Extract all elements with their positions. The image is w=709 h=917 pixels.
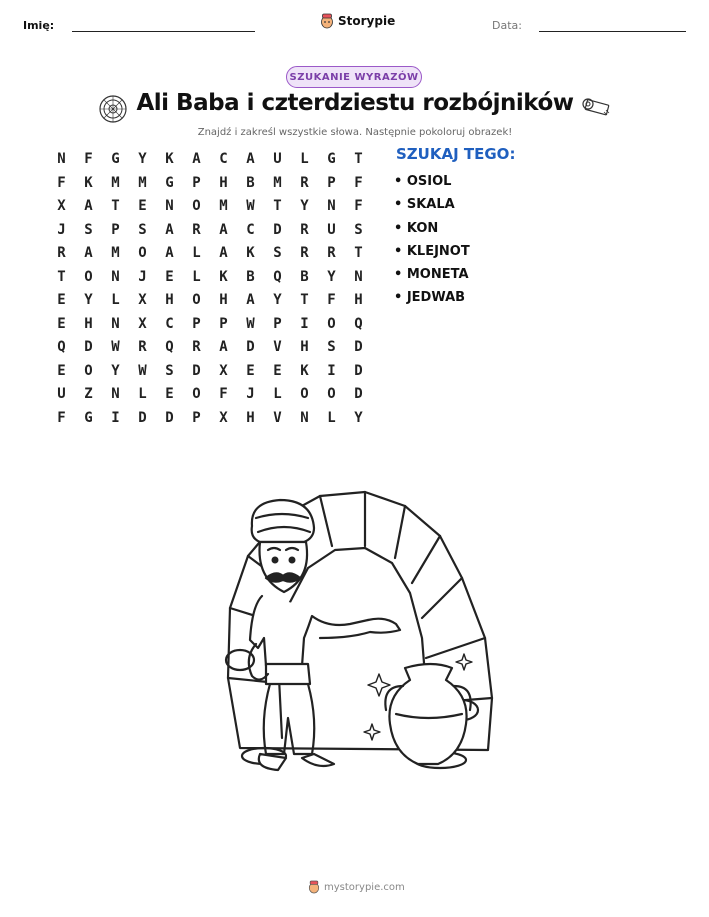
carpet-scroll-icon: [580, 96, 612, 118]
grid-letter[interactable]: A: [84, 198, 93, 214]
grid-letter[interactable]: T: [57, 268, 66, 285]
grid-letter[interactable]: U: [327, 221, 336, 238]
grid-letter[interactable]: F: [327, 292, 336, 308]
grid-letter[interactable]: G: [327, 151, 336, 167]
grid-letter[interactable]: Y: [84, 292, 93, 308]
grid-letter[interactable]: D: [354, 362, 363, 379]
ali-baba-coloring-illustration: [200, 488, 520, 788]
grid-letter[interactable]: E: [165, 268, 174, 285]
grid-letter[interactable]: W: [111, 339, 120, 355]
grid-letter[interactable]: W: [246, 315, 255, 332]
grid-letter[interactable]: P: [273, 315, 282, 332]
grid-letter[interactable]: C: [246, 221, 255, 238]
grid-letter[interactable]: J: [57, 221, 66, 238]
grid-letter[interactable]: B: [246, 174, 255, 191]
grid-letter[interactable]: R: [192, 339, 201, 355]
grid-letter[interactable]: L: [138, 386, 147, 402]
grid-letter[interactable]: N: [300, 409, 309, 426]
grid-letter[interactable]: B: [246, 268, 255, 285]
grid-letter[interactable]: H: [219, 292, 228, 308]
grid-letter[interactable]: Q: [57, 339, 66, 355]
grid-letter[interactable]: N: [111, 315, 120, 332]
grid-letter[interactable]: R: [57, 245, 66, 261]
grid-letter[interactable]: Y: [138, 151, 147, 167]
grid-letter[interactable]: N: [354, 268, 363, 285]
grid-letter[interactable]: E: [138, 198, 147, 214]
word-list-item: • OSIOL: [394, 174, 452, 189]
grid-letter[interactable]: M: [219, 198, 228, 214]
grid-letter[interactable]: E: [246, 362, 255, 379]
grid-letter[interactable]: P: [327, 174, 336, 191]
grid-letter[interactable]: J: [246, 386, 255, 402]
grid-letter[interactable]: E: [165, 386, 174, 402]
grid-letter[interactable]: K: [300, 362, 309, 379]
grid-letter[interactable]: F: [57, 174, 66, 191]
grid-letter[interactable]: D: [354, 386, 363, 402]
grid-letter[interactable]: Q: [354, 315, 363, 332]
grid-letter[interactable]: X: [219, 409, 228, 426]
word-list-item: • MONETA: [394, 267, 469, 283]
grid-letter[interactable]: S: [138, 221, 147, 238]
grid-letter[interactable]: B: [300, 268, 309, 285]
grid-letter[interactable]: T: [300, 292, 309, 308]
grid-letter[interactable]: I: [300, 315, 309, 332]
grid-letter[interactable]: K: [165, 151, 174, 167]
grid-letter[interactable]: F: [354, 174, 363, 191]
grid-letter[interactable]: M: [111, 245, 120, 261]
grid-letter[interactable]: O: [192, 198, 201, 214]
grid-letter[interactable]: H: [300, 339, 309, 355]
grid-letter[interactable]: I: [111, 409, 120, 426]
grid-letter[interactable]: Y: [300, 198, 309, 214]
grid-letter[interactable]: F: [354, 198, 363, 214]
grid-letter[interactable]: Y: [111, 362, 120, 379]
grid-letter[interactable]: R: [300, 221, 309, 238]
grid-letter[interactable]: H: [84, 315, 93, 332]
footer: [308, 880, 405, 894]
grid-letter[interactable]: J: [138, 268, 147, 285]
grid-letter[interactable]: D: [84, 339, 93, 355]
grid-letter[interactable]: N: [111, 386, 120, 402]
grid-letter[interactable]: I: [327, 362, 336, 379]
grid-letter[interactable]: G: [165, 174, 174, 191]
grid-letter[interactable]: Y: [327, 268, 336, 285]
grid-letter[interactable]: O: [138, 245, 147, 261]
grid-letter[interactable]: D: [165, 409, 174, 426]
grid-letter[interactable]: A: [246, 292, 255, 308]
grid-letter[interactable]: N: [111, 268, 120, 285]
grid-letter[interactable]: P: [111, 221, 120, 238]
grid-letter[interactable]: M: [273, 174, 282, 191]
grid-letter[interactable]: X: [57, 198, 66, 214]
word-list: [394, 170, 470, 310]
storypie-mascot-icon: [308, 880, 320, 894]
grid-letter[interactable]: H: [354, 292, 363, 308]
grid-letter[interactable]: O: [300, 386, 309, 402]
grid-letter[interactable]: O: [192, 292, 201, 308]
grid-letter[interactable]: C: [219, 151, 228, 167]
word-list-item: • KLEJNOT: [394, 243, 470, 259]
grid-letter[interactable]: Y: [354, 409, 363, 426]
instructions: Znajdź i zakreśl wszystkie słowa. Następnie pokoloruj obrazek!: [197, 127, 513, 138]
grid-letter[interactable]: T: [111, 198, 120, 214]
grid-letter[interactable]: L: [192, 245, 201, 261]
grid-letter[interactable]: S: [84, 221, 93, 238]
grid-letter[interactable]: N: [165, 198, 174, 214]
grid-letter[interactable]: O: [192, 386, 201, 402]
date-field-line[interactable]: [539, 31, 686, 32]
grid-letter[interactable]: P: [192, 409, 201, 426]
grid-letter[interactable]: X: [219, 362, 228, 379]
grid-letter[interactable]: P: [219, 315, 228, 332]
grid-letter[interactable]: L: [273, 386, 282, 402]
grid-letter[interactable]: D: [246, 339, 255, 355]
brand-name: Storypie: [338, 14, 396, 28]
brand-logo: [320, 13, 395, 29]
word-search-grid[interactable]: [48, 148, 372, 430]
grid-letter[interactable]: T: [354, 151, 363, 167]
grid-letter[interactable]: X: [138, 315, 147, 332]
word-list-item: • KON: [394, 220, 439, 236]
grid-letter[interactable]: R: [300, 174, 309, 191]
name-label: Imię:: [23, 19, 55, 32]
grid-letter[interactable]: M: [111, 174, 120, 191]
grid-letter[interactable]: R: [327, 245, 336, 261]
grid-letter[interactable]: W: [138, 362, 147, 379]
grid-letter[interactable]: E: [57, 315, 66, 332]
grid-letter[interactable]: K: [84, 174, 93, 191]
grid-letter[interactable]: A: [219, 245, 228, 261]
grid-letter[interactable]: K: [246, 245, 255, 261]
grid-letter[interactable]: K: [219, 268, 228, 285]
grid-letter[interactable]: S: [165, 362, 174, 379]
footer-url: mystorypie.com: [324, 881, 405, 893]
grid-letter[interactable]: O: [327, 386, 336, 402]
grid-letter[interactable]: U: [273, 151, 282, 167]
grid-letter[interactable]: A: [192, 151, 201, 167]
grid-letter[interactable]: L: [111, 292, 120, 308]
grid-letter[interactable]: R: [192, 221, 201, 238]
grid-letter[interactable]: N: [327, 198, 336, 214]
grid-letter[interactable]: H: [219, 174, 228, 191]
word-list-title: SZUKAJ TEGO:: [396, 145, 516, 163]
grid-letter[interactable]: M: [138, 174, 147, 191]
grid-letter[interactable]: A: [165, 221, 174, 238]
grid-letter[interactable]: C: [165, 315, 174, 332]
grid-letter[interactable]: A: [84, 245, 93, 261]
grid-letter[interactable]: H: [165, 292, 174, 308]
grid-letter[interactable]: D: [138, 409, 147, 426]
grid-letter[interactable]: A: [246, 151, 255, 167]
grid-letter[interactable]: A: [219, 221, 228, 238]
grid-letter[interactable]: F: [219, 386, 228, 402]
word-list-item: • JEDWAB: [394, 290, 466, 306]
grid-letter[interactable]: G: [111, 151, 120, 167]
grid-letter[interactable]: W: [246, 198, 255, 214]
grid-letter[interactable]: R: [300, 245, 309, 261]
grid-letter[interactable]: Y: [273, 292, 282, 308]
grid-letter[interactable]: T: [354, 245, 363, 261]
grid-letter[interactable]: L: [327, 409, 336, 426]
grid-letter[interactable]: Q: [165, 339, 174, 355]
grid-letter[interactable]: S: [354, 221, 363, 238]
grid-letter[interactable]: P: [192, 315, 201, 332]
grid-letter[interactable]: Z: [84, 386, 93, 402]
grid-letter[interactable]: D: [354, 339, 363, 355]
grid-letter[interactable]: A: [219, 339, 228, 355]
grid-letter[interactable]: N: [57, 151, 66, 167]
word-list-item: • SKALA: [394, 197, 455, 213]
grid-letter[interactable]: T: [273, 198, 282, 214]
grid-letter[interactable]: V: [273, 339, 282, 355]
grid-letter[interactable]: O: [84, 268, 93, 285]
grid-letter[interactable]: A: [165, 245, 174, 261]
grid-letter[interactable]: E: [57, 362, 66, 379]
grid-letter[interactable]: X: [138, 292, 147, 308]
grid-letter[interactable]: F: [57, 409, 66, 426]
grid-letter[interactable]: G: [84, 409, 93, 426]
grid-letter[interactable]: R: [138, 339, 147, 355]
grid-letter[interactable]: D: [273, 221, 282, 238]
grid-letter[interactable]: U: [57, 386, 66, 402]
grid-letter[interactable]: V: [273, 409, 282, 426]
grid-letter[interactable]: Q: [273, 268, 282, 285]
mandala-icon: [98, 94, 128, 124]
grid-letter[interactable]: E: [57, 292, 66, 308]
grid-letter[interactable]: O: [84, 362, 93, 379]
date-label: Data:: [492, 19, 522, 32]
grid-letter[interactable]: E: [273, 362, 282, 379]
grid-letter[interactable]: L: [192, 268, 201, 285]
grid-letter[interactable]: S: [327, 339, 336, 355]
storypie-mascot-icon: [320, 13, 334, 29]
grid-letter[interactable]: F: [84, 151, 93, 167]
grid-letter[interactable]: D: [192, 362, 201, 379]
grid-letter[interactable]: H: [246, 409, 255, 426]
grid-letter[interactable]: O: [327, 315, 336, 332]
page-title: Ali Baba i czterdziestu rozbójników: [136, 90, 574, 116]
name-field-line[interactable]: [72, 31, 255, 32]
grid-letter[interactable]: S: [273, 245, 282, 261]
worksheet-type-badge: SZUKANIE WYRAZÓW: [286, 66, 422, 88]
grid-letter[interactable]: P: [192, 174, 201, 191]
grid-letter[interactable]: L: [300, 151, 309, 167]
